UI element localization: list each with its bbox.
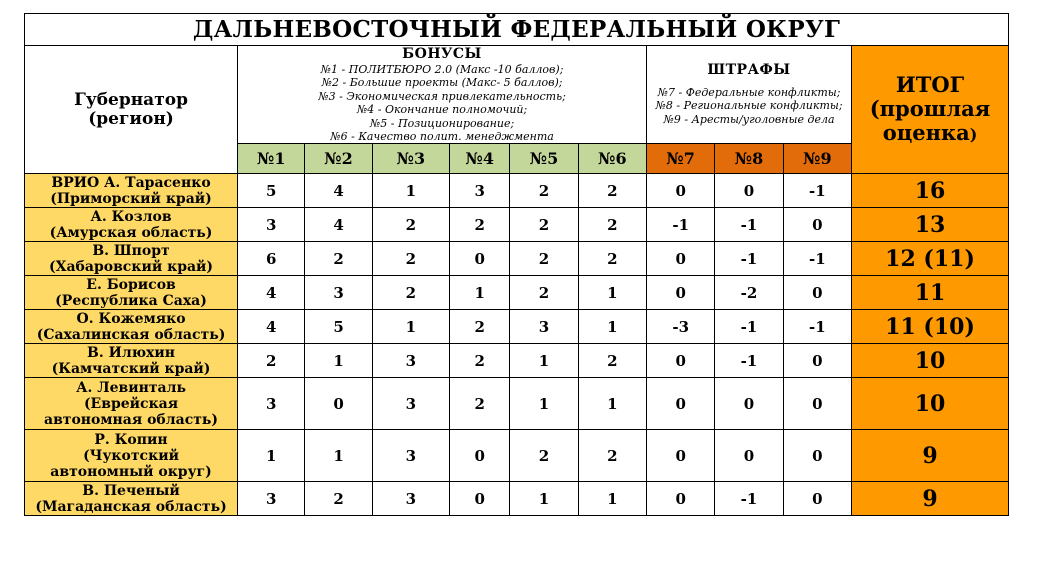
score-cell-2: 4 — [305, 174, 372, 208]
total-header-line: ИТОГ — [895, 71, 965, 97]
score-cell-5: 3 — [510, 310, 578, 344]
score-cell-9: 0 — [783, 344, 851, 378]
governor-region: (Хабаровский край) — [48, 258, 214, 275]
governor-cell — [25, 430, 238, 482]
bonus-legend-item: №4 - Окончание полномочий; — [356, 103, 528, 117]
score-cell-7: 0 — [647, 482, 715, 516]
score-cell-1: 4 — [238, 276, 305, 310]
governor-name: ВРИО А. Тарасенко — [51, 174, 211, 191]
score-cell-2: 3 — [305, 276, 372, 310]
governor-cell — [25, 174, 238, 208]
score-cell-2: 4 — [305, 208, 372, 242]
score-cell-4: 2 — [450, 378, 510, 430]
header-row — [25, 46, 1009, 144]
col-header-3: №3 — [372, 144, 449, 174]
governor-cell — [25, 344, 238, 378]
governor-name: О. Кожемяко — [76, 310, 186, 327]
score-cell-6: 1 — [578, 482, 646, 516]
table-row — [25, 276, 1009, 310]
score-cell-8: 0 — [715, 174, 783, 208]
score-cell-9: 0 — [783, 208, 851, 242]
total-header-paren: ) — [969, 124, 978, 144]
score-cell-8: -2 — [715, 276, 783, 310]
score-cell-5: 1 — [510, 344, 578, 378]
score-cell-7: 0 — [647, 430, 715, 482]
score-cell-8: 0 — [715, 378, 783, 430]
fines-legend-item: №7 - Федеральные конфликты; — [657, 86, 841, 99]
score-cell-3: 2 — [372, 208, 449, 242]
score-cell-2: 5 — [305, 310, 372, 344]
score-cell-3: 2 — [372, 276, 449, 310]
score-cell-6: 2 — [578, 430, 646, 482]
score-cell-8: -1 — [715, 344, 783, 378]
score-cell-7: 0 — [647, 174, 715, 208]
col-header-7: №7 — [647, 144, 715, 174]
score-cell-6: 1 — [578, 310, 646, 344]
governor-cell — [25, 208, 238, 242]
total-header-word: оценка — [882, 119, 970, 145]
title-row — [25, 14, 1009, 46]
governor-column-header — [25, 46, 238, 174]
governor-name: Р. Копин — [94, 431, 168, 448]
score-cell-1: 1 — [238, 430, 305, 482]
score-cell-9: -1 — [783, 310, 851, 344]
bonus-legend-item: №1 - ПОЛИТБЮРО 2.0 (Макс -10 баллов); — [320, 63, 564, 76]
governor-cell — [25, 482, 238, 516]
governor-region: (Чукотский — [83, 447, 179, 464]
table-row — [25, 378, 1009, 430]
score-cell-4: 1 — [450, 276, 510, 310]
governor-cell — [25, 276, 238, 310]
score-cell-5: 2 — [510, 208, 578, 242]
rating-table — [24, 13, 1009, 516]
bonus-legend-item: №2 - Большие проекты (Макс- 5 баллов); — [321, 76, 563, 90]
score-cell-2: 1 — [305, 344, 372, 378]
score-cell-7: 0 — [647, 242, 715, 276]
table-row — [25, 310, 1009, 344]
fines-header — [647, 46, 852, 144]
bonus-header — [238, 46, 647, 144]
governor-cell — [25, 378, 238, 430]
score-cell-5: 1 — [510, 378, 578, 430]
governor-region: (Магаданская область) — [35, 498, 227, 515]
total-cell: 9 — [852, 430, 1009, 482]
score-cell-4: 2 — [450, 208, 510, 242]
total-cell: 13 — [852, 208, 1009, 242]
score-cell-3: 1 — [372, 310, 449, 344]
score-cell-6: 1 — [578, 276, 646, 310]
score-cell-8: -1 — [715, 208, 783, 242]
table-row — [25, 482, 1009, 516]
col-header-1: №1 — [238, 144, 305, 174]
score-cell-9: 0 — [783, 378, 851, 430]
governor-region: (Камчатский край) — [51, 360, 211, 377]
total-cell: 16 — [852, 174, 1009, 208]
governor-region: (Приморский край) — [50, 190, 212, 207]
score-cell-6: 2 — [578, 208, 646, 242]
score-cell-4: 0 — [450, 242, 510, 276]
score-cell-8: -1 — [715, 482, 783, 516]
score-cell-9: 0 — [783, 430, 851, 482]
governor-region: (Амурская область) — [49, 224, 213, 241]
score-cell-6: 1 — [578, 378, 646, 430]
score-cell-9: -1 — [783, 174, 851, 208]
score-cell-1: 2 — [238, 344, 305, 378]
bonus-legend-item: №6 - Качество полит. менеджмента — [330, 130, 554, 144]
governor-region: (Еврейская — [83, 395, 179, 412]
score-cell-7: 0 — [647, 276, 715, 310]
governor-name: В. Шпорт — [92, 242, 170, 259]
score-cell-6: 2 — [578, 174, 646, 208]
total-header-line: (прошлая — [869, 95, 991, 121]
governor-name: В. Печеный — [82, 482, 180, 499]
score-cell-3: 3 — [372, 344, 449, 378]
score-cell-8: -1 — [715, 310, 783, 344]
col-header-6: №6 — [578, 144, 646, 174]
fines-legend — [647, 86, 851, 126]
governor-header-line: (регион) — [88, 108, 174, 129]
score-cell-1: 3 — [238, 378, 305, 430]
score-cell-4: 2 — [450, 344, 510, 378]
score-cell-8: 0 — [715, 430, 783, 482]
score-cell-4: 2 — [450, 310, 510, 344]
score-cell-1: 6 — [238, 242, 305, 276]
score-cell-1: 3 — [238, 482, 305, 516]
table-body — [25, 14, 1009, 516]
score-cell-1: 5 — [238, 174, 305, 208]
governor-header-line: Губернатор — [74, 89, 188, 110]
score-cell-3: 2 — [372, 242, 449, 276]
score-cell-9: -1 — [783, 242, 851, 276]
score-cell-2: 0 — [305, 378, 372, 430]
total-header-line — [852, 121, 1008, 147]
table-row — [25, 242, 1009, 276]
col-header-5: №5 — [510, 144, 578, 174]
score-cell-6: 2 — [578, 344, 646, 378]
score-cell-4: 0 — [450, 430, 510, 482]
total-cell: 11 (10) — [852, 310, 1009, 344]
fines-legend-item: №9 - Аресты/уголовные дела — [663, 112, 835, 126]
score-cell-9: 0 — [783, 482, 851, 516]
fines-legend-item: №8 - Региональные конфликты; — [655, 99, 843, 113]
governor-cell — [25, 242, 238, 276]
governor-name: Е. Борисов — [86, 276, 176, 293]
score-cell-8: -1 — [715, 242, 783, 276]
score-cell-4: 0 — [450, 482, 510, 516]
score-cell-7: 0 — [647, 378, 715, 430]
total-cell: 10 — [852, 378, 1009, 430]
governor-cell — [25, 310, 238, 344]
score-cell-5: 2 — [510, 430, 578, 482]
table-row — [25, 430, 1009, 482]
governor-name: В. Илюхин — [87, 344, 176, 361]
total-column-header — [852, 46, 1009, 174]
score-cell-7: -3 — [647, 310, 715, 344]
score-cell-5: 2 — [510, 242, 578, 276]
score-cell-6: 2 — [578, 242, 646, 276]
score-cell-1: 3 — [238, 208, 305, 242]
score-cell-3: 3 — [372, 430, 449, 482]
score-cell-5: 2 — [510, 174, 578, 208]
table-row — [25, 344, 1009, 378]
total-cell: 11 — [852, 276, 1009, 310]
governor-region: автономная область) — [44, 411, 219, 428]
col-header-8: №8 — [715, 144, 783, 174]
score-cell-3: 1 — [372, 174, 449, 208]
score-cell-3: 3 — [372, 482, 449, 516]
score-cell-2: 1 — [305, 430, 372, 482]
score-cell-7: 0 — [647, 344, 715, 378]
bonus-title: БОНУСЫ — [402, 46, 482, 62]
col-header-9: №9 — [783, 144, 851, 174]
score-cell-7: -1 — [647, 208, 715, 242]
table-row — [25, 174, 1009, 208]
score-cell-2: 2 — [305, 242, 372, 276]
bonus-legend — [238, 63, 646, 143]
governor-name: А. Козлов — [90, 208, 172, 225]
col-header-2: №2 — [305, 144, 372, 174]
total-cell: 9 — [852, 482, 1009, 516]
bonus-legend-item: №3 - Экономическая привлекательность; — [318, 89, 566, 103]
table-row — [25, 208, 1009, 242]
score-cell-4: 3 — [450, 174, 510, 208]
governor-name: А. Левинталь — [76, 379, 186, 396]
score-cell-5: 2 — [510, 276, 578, 310]
bonus-legend-item: №5 - Позиционирование; — [369, 116, 515, 130]
score-cell-9: 0 — [783, 276, 851, 310]
col-header-4: №4 — [450, 144, 510, 174]
score-cell-1: 4 — [238, 310, 305, 344]
governor-region: (Республика Саха) — [55, 292, 207, 309]
score-cell-5: 1 — [510, 482, 578, 516]
table-title: ДАЛЬНЕВОСТОЧНЫЙ ФЕДЕРАЛЬНЫЙ ОКРУГ — [25, 14, 1009, 46]
total-cell: 12 (11) — [852, 242, 1009, 276]
governor-region: (Сахалинская область) — [36, 326, 226, 343]
fines-title: ШТРАФЫ — [707, 62, 791, 78]
score-cell-3: 3 — [372, 378, 449, 430]
score-cell-2: 2 — [305, 482, 372, 516]
governor-region: автономный округ) — [50, 463, 212, 480]
total-cell: 10 — [852, 344, 1009, 378]
